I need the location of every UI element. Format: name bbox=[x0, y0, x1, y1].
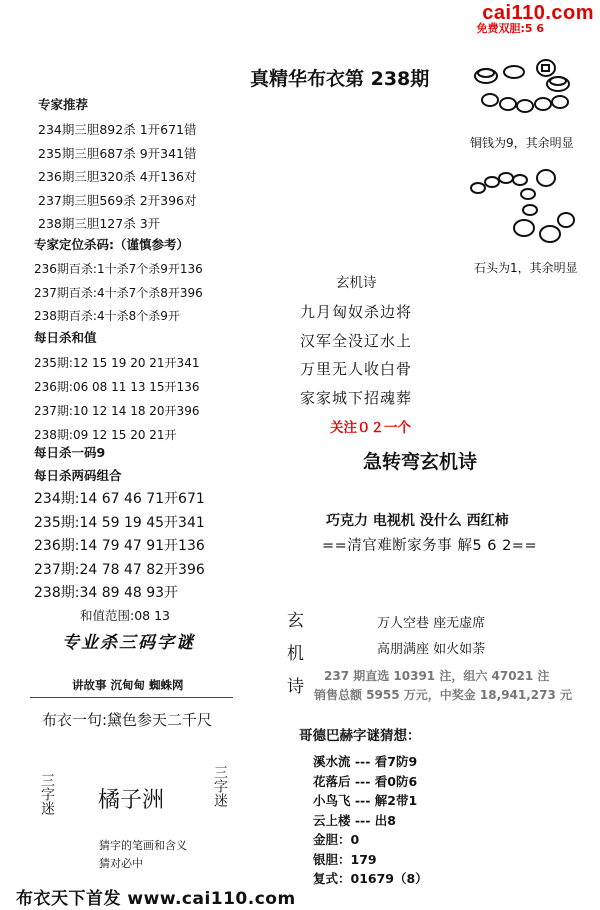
footer-text: 布衣天下首发 www.cai110.com bbox=[16, 889, 296, 909]
one-kill: 每日杀一码9 bbox=[34, 445, 106, 460]
expert-line: 237期三胆569杀 2开396对 bbox=[38, 192, 197, 208]
poem-line: 万里无人收白骨 bbox=[300, 360, 413, 378]
turn-title: 急转弯玄机诗 bbox=[363, 451, 478, 473]
lottery-line: 237 期直选 10391 注，组六 47021 注 bbox=[324, 669, 550, 683]
sum-kill-line: 238期:09 12 15 20 21开 bbox=[34, 428, 177, 442]
follow-pick: 关注０２一个 bbox=[330, 420, 411, 436]
stones-illustration bbox=[466, 166, 578, 250]
sum-kill-list bbox=[34, 351, 199, 447]
position-kill-line: 238期百杀:4十杀8个杀9开 bbox=[34, 309, 180, 323]
silver-pick: 银胆：179 bbox=[313, 851, 377, 867]
poem2-char: 机 bbox=[287, 644, 304, 664]
sum-kill-line: 236期:06 08 11 13 15开136 bbox=[34, 380, 200, 394]
poem-line: 九月匈奴杀边将 bbox=[300, 303, 413, 321]
expert-line: 234期三胆892杀 1开671错 bbox=[38, 122, 197, 137]
riddle-hint: 猜字的笔画和含义 bbox=[99, 839, 187, 852]
turn-answer: ==清官难断家务事 解5 6 2== bbox=[322, 538, 538, 554]
position-kill-heading: 专家定位杀码:（谨慎参考） bbox=[34, 237, 189, 252]
coins-illustration bbox=[468, 56, 586, 122]
two-kill-line: 234期:14 67 46 71开671 bbox=[34, 491, 205, 507]
goldbach-line: 花落后 --- 看0防6 bbox=[313, 773, 418, 789]
two-kill-line: 236期:14 79 47 91开136 bbox=[34, 538, 205, 554]
position-kill-line: 236期百杀:1十杀7个杀9开136 bbox=[34, 262, 203, 276]
two-kill-line: 235期:14 59 19 45开341 bbox=[34, 514, 205, 531]
page-title: 真精华布衣第 238期 bbox=[250, 68, 430, 90]
combo-pick: 复式：01679（8） bbox=[313, 871, 428, 886]
position-kill-line: 237期百杀:4十杀7个杀8开396 bbox=[34, 285, 203, 300]
two-kill-list bbox=[34, 488, 205, 606]
goldbach-heading: 哥德巴赫字谜猜想： bbox=[299, 728, 421, 744]
poem2-char: 诗 bbox=[287, 677, 304, 697]
buyi-sentence: 布衣一句:黛色参天二千尺 bbox=[42, 711, 213, 729]
expert-line: 236期三胆320杀 4开136对 bbox=[38, 169, 197, 184]
mystic-poem-heading: 玄机诗 bbox=[336, 275, 377, 291]
story-line: 讲故事 沉甸甸 蜘蛛网 bbox=[72, 678, 184, 692]
site-logo[interactable]: cai110.com bbox=[482, 2, 594, 24]
goldbach-line: 溪水流 --- 看7防9 bbox=[313, 754, 418, 769]
two-kill-line: 237期:24 78 47 82开396 bbox=[34, 561, 205, 578]
poem2-vertical bbox=[287, 605, 304, 704]
riddle-side-right: 三字迷 bbox=[212, 765, 228, 807]
coin-caption: 铜钱为9，其余明显 bbox=[470, 136, 574, 150]
expert-heading: 专家推荐 bbox=[38, 97, 89, 112]
riddle-hint: 猜对必中 bbox=[99, 857, 143, 870]
expert-line: 238期三胆127杀 3开 bbox=[38, 216, 161, 231]
mystic-poem bbox=[300, 298, 412, 412]
sum-kill-line: 237期:10 12 14 18 20开396 bbox=[34, 404, 200, 418]
poem-line: 汉军全没辽水上 bbox=[300, 331, 413, 350]
goldbach-line: 云上楼 --- 出8 bbox=[313, 812, 396, 828]
position-kill-list bbox=[34, 258, 203, 329]
poem2-line: 万人空巷 座无虚席 bbox=[377, 616, 486, 631]
lottery-line: 销售总额 5955 万元，中奖金 18,941,273 元 bbox=[314, 688, 573, 702]
riddle-answer: 橘子洲 bbox=[98, 788, 165, 813]
gold-pick: 金胆：0 bbox=[313, 832, 360, 847]
turn-words: 巧克力 电视机 没什么 西红柿 bbox=[326, 513, 509, 529]
expert-list bbox=[38, 118, 197, 236]
goldbach-list bbox=[313, 752, 428, 889]
poem2-line: 高朋满座 如火如荼 bbox=[377, 642, 486, 657]
divider bbox=[30, 697, 233, 698]
sum-range: 和值范围:08 13 bbox=[80, 608, 170, 623]
two-kill-heading: 每日杀两码组合 bbox=[34, 468, 122, 483]
free-double-pick: 免费双胆:5 6 bbox=[476, 22, 544, 35]
poem2-char: 玄 bbox=[287, 611, 304, 631]
stone-caption: 石头为1，其余明显 bbox=[474, 261, 578, 275]
poem-line: 家家城下招魂葬 bbox=[300, 388, 413, 407]
riddle-banner: 专业杀三码字谜 bbox=[62, 633, 195, 653]
riddle-side-left: 三字迷 bbox=[39, 773, 55, 815]
expert-line: 235期三胆687杀 9开341错 bbox=[38, 145, 197, 161]
sum-kill-heading: 每日杀和值 bbox=[34, 330, 97, 345]
two-kill-line: 238期:34 89 48 93开 bbox=[34, 585, 179, 601]
sum-kill-line: 235期:12 15 19 20 21开341 bbox=[34, 356, 200, 370]
goldbach-line: 小鸟飞 --- 解2带1 bbox=[313, 793, 418, 808]
